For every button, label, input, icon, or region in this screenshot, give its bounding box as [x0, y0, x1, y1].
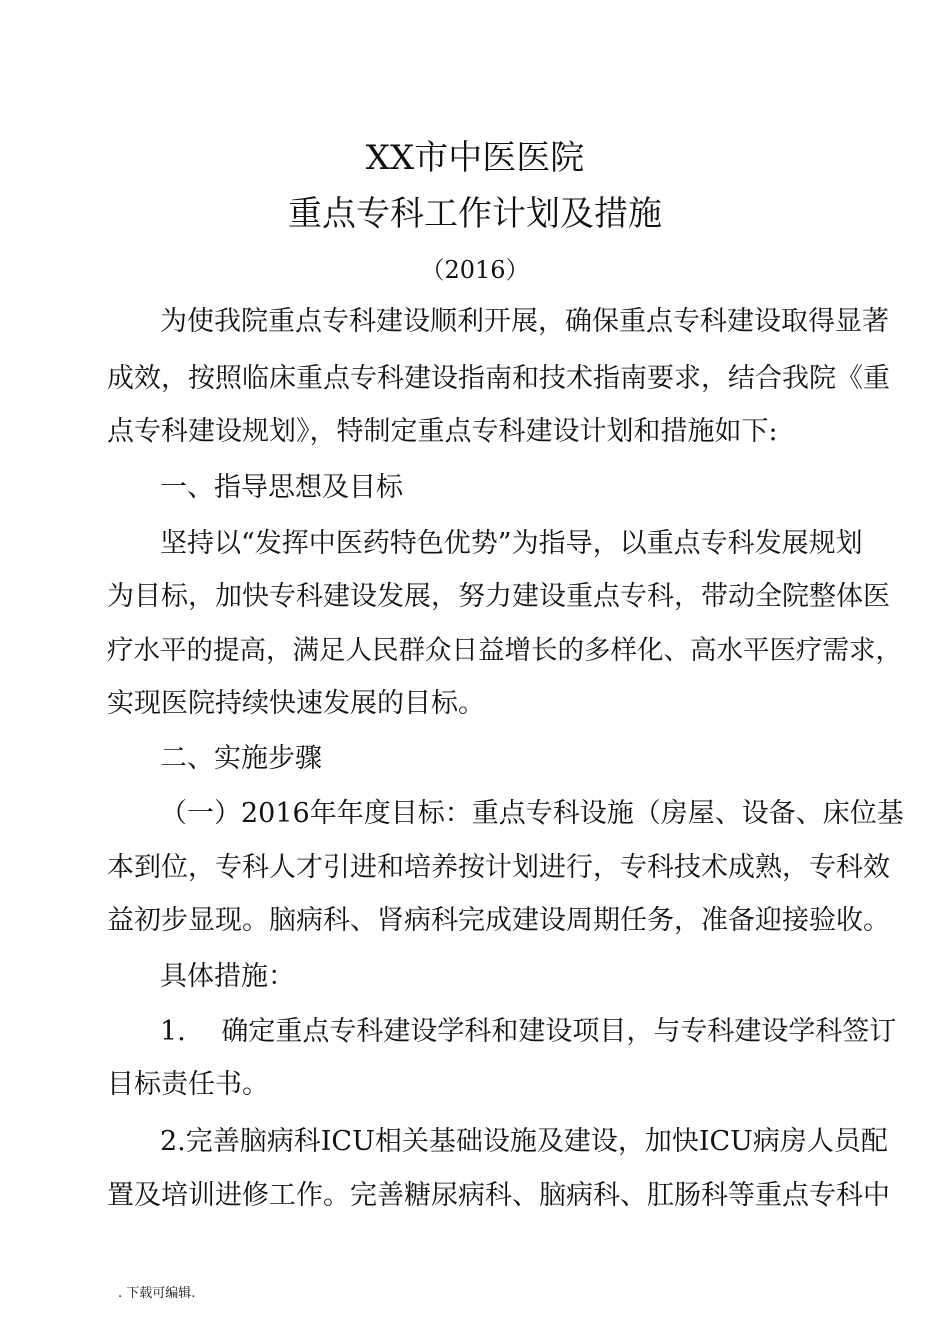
subheading-measures: 具体措施： — [160, 961, 295, 992]
paragraph-goal-line-2: 本到位，专科人才引进和培养按计划进行，专科技术成熟，专科效 — [107, 852, 890, 883]
measure-2-line-2: 置及培训进修工作。完善糖尿病科、脑病科、肛肠科等重点专科中 — [107, 1180, 890, 1211]
document-year: （2016） — [420, 256, 530, 284]
document-title-plan: 重点专科工作计划及措施 — [288, 194, 662, 234]
paragraph-goal-line-3: 益初步显现。脑病科、肾病科完成建设周期任务，准备迎接验收。 — [107, 905, 890, 936]
measure-1-line-1: 1. 确定重点专科建设学科和建设项目，与专科建设学科签订 — [160, 1016, 897, 1047]
paragraph-goal-line-1: （一）2016年年度目标：重点专科设施（房屋、设备、床位基 — [160, 798, 904, 829]
section-heading-steps: 二、实施步骤 — [160, 743, 322, 774]
paragraph-intro-line-1: 为使我院重点专科建设顺利开展，确保重点专科建设取得显著 — [160, 306, 889, 337]
paragraph-intro-line-2: 成效，按照临床重点专科建设指南和技术指南要求，结合我院《重 — [107, 363, 890, 394]
section-heading-guiding: 一、指导思想及目标 — [160, 472, 403, 503]
paragraph-guiding-line-2: 为目标，加快专科建设发展，努力建设重点专科，带动全院整体医 — [107, 581, 890, 612]
measure-1-line-2: 目标责任书。 — [107, 1069, 269, 1100]
paragraph-guiding-line-3: 疗水平的提高，满足人民群众日益增长的多样化、高水平医疗需求， — [107, 635, 902, 666]
page-footer: . 下载可编辑. — [118, 1286, 196, 1301]
paragraph-guiding-line-1: 坚持以“发挥中医药特色优势”为指导，以重点专科发展规划 — [160, 528, 863, 559]
measure-2-line-1: 2.完善脑病科ICU相关基础设施及建设，加快ICU病房人员配 — [160, 1126, 888, 1157]
paragraph-intro-line-3: 点专科建设规划》，特制定重点专科建设计划和措施如下: — [107, 416, 778, 447]
paragraph-guiding-line-4: 实现医院持续快速发展的目标。 — [107, 688, 485, 719]
document-title-hospital: XX市中医医院 — [365, 138, 585, 178]
